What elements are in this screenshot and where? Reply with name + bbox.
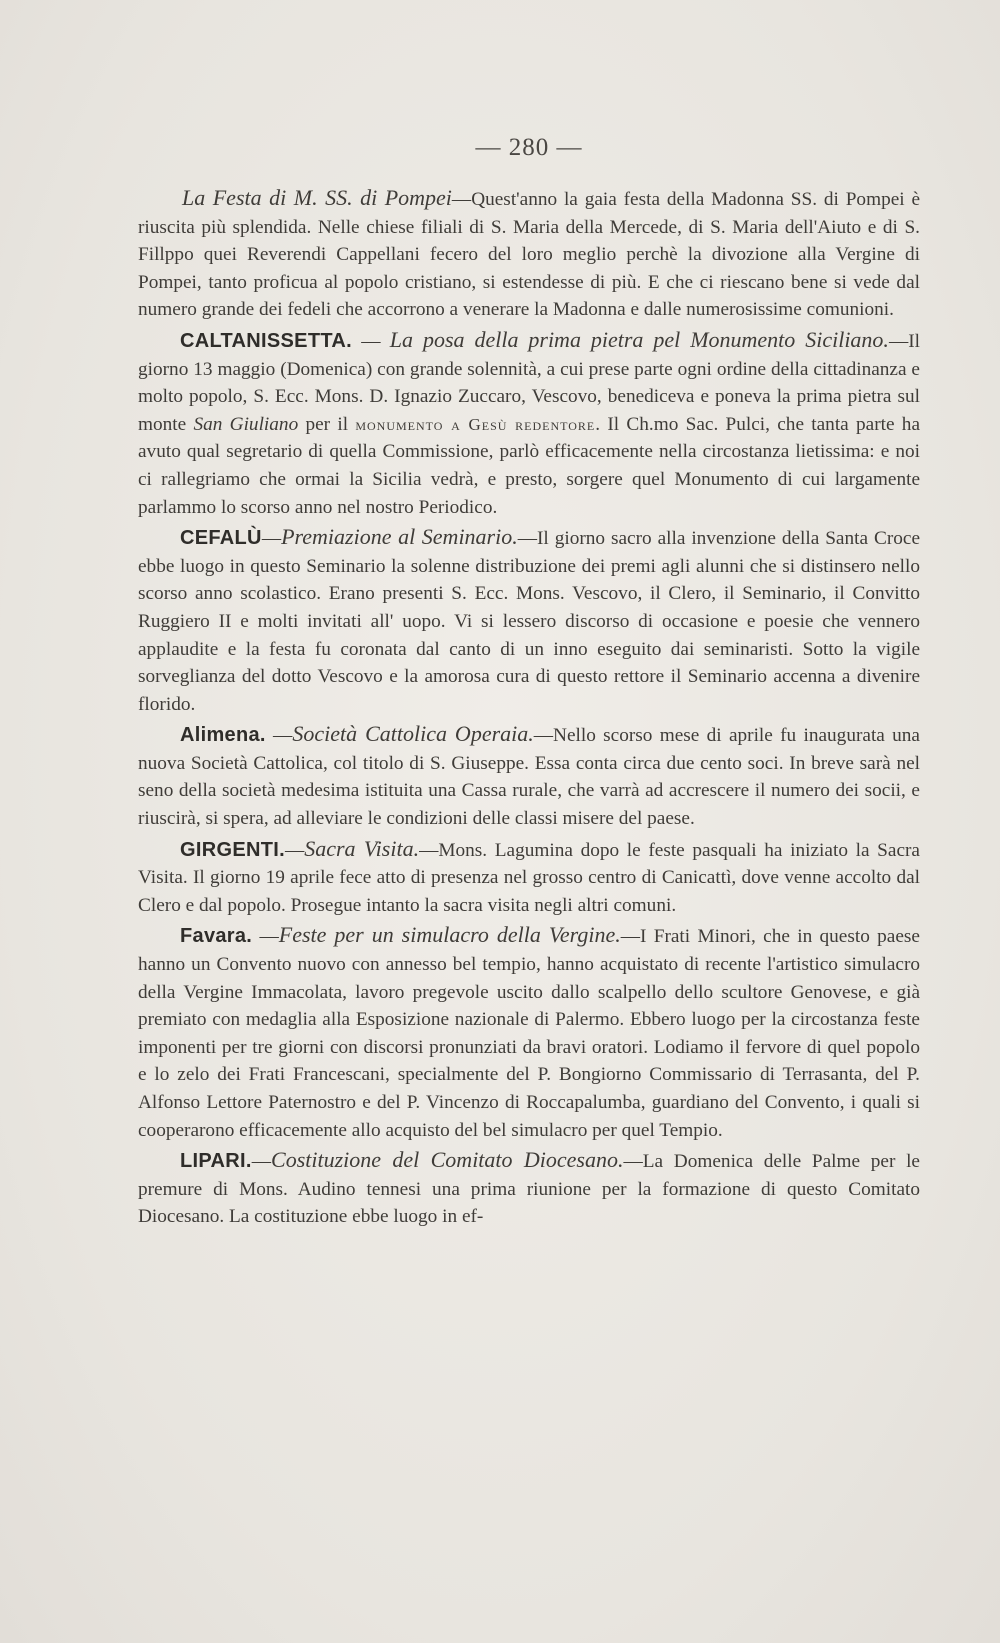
article-heading: Premiazione al Seminario.: [281, 524, 518, 550]
heading-dash-2: —: [517, 528, 538, 550]
article-heading: Sacra Visita.: [304, 835, 420, 861]
article-heading: Feste per un simulacro della Vergine.: [278, 922, 621, 948]
article-body-part: per il: [298, 413, 356, 435]
heading-dash: —: [261, 528, 282, 550]
article-body-part: Il giorno 13 maggio (Domenica) con grande solennità, a cui prese parte ogni ordine della cittadinanza e molto popolo, S. Ecc. Mons. D. Ignazio Zuccaro, Vescovo, benediceva e poneva la prima pietra sul monte: [138, 330, 920, 435]
article-body: La Domenica delle Palme per le premure di Mons. Audino tennesi una prima riunione per la formazione di questo Comitato Diocesano. La costituzione ebbe luogo in ef-: [138, 1151, 920, 1228]
article-body: I Frati Minori, che in questo paese hanno un Convento nuovo con annesso bel tempio, hanno acquistato di recente l'artistico simulacro della Vergine Immacolata, lavoro pregevole uscito dallo scalpello dello scultore Genovese, e già premiato con medaglia alla Esposizione nazionale di Palermo. Ebbero luogo per la circostanza feste imponenti per tre giorni con discorsi pronunziati da bravi oratori. Lodiamo il fervore di quel popolo e lo zelo dei Frati Francescani, specialmente del P. Bongiorno Commissario di Terrasanta, del P. Alfonso Lettore Paternostro e del P. Vincenzo di Roccapalumba, guardiano del Convento, i quali si cooperarono efficacemente allo acquisto del bel simulacro per quel Tempio.: [138, 926, 920, 1141]
heading-dash: —: [351, 330, 390, 352]
heading-dash-2: —: [623, 1151, 643, 1173]
article-body: Il giorno sacro alla invenzione della Santa Croce ebbe luogo in questo Seminario la solenne distribuzione dei premi agli alunni che si distinsero nello scorso anno scolastico. Erano presenti S. Ecc. Mons. Vescovo, il Clero, il Seminario, il Convitto Ruggiero II e molti invitati all' uopo. Vi si lessero discorso di occasione e poesie che vennero applaudite e la festa fu coronata dal canto di un inno eseguito dai seminaristi. Sotto la vigile sorveglianza del dotto Vescovo e la amorosa cura di questo rettore il Seminario accenna a divenire florido.: [138, 528, 921, 715]
article-lipari: [138, 1146, 920, 1231]
article-body-part: . Il Ch.mo Sac. Pulci, che tanta parte ha avuto qual segretario di quella Commissione, parlò efficacemente nella circostanza lietissima: e noi ci rallegriamo che ormai la Sicilia vedrà, e presto, sorgere quel Monumento di cui largamente parlammo lo scorso anno nel nostro Periodico.: [138, 413, 921, 518]
heading-dash: —: [251, 1151, 272, 1173]
article-place: Favara.: [180, 925, 253, 948]
article-cefalu: [138, 523, 920, 718]
article-body: Nello scorso mese di aprile fu inaugurata una nuova Società Cattolica, col titolo di S. Giuseppe. Essa conta circa due cento soci. In breve sarà nel seno della società medesima istituita una Cassa rurale, che varrà ad accrescere il numero dei socii, e riuscirà, si spera, ad alleviare le condizioni delle classi misere del paese.: [138, 725, 920, 830]
heading-dash: —: [451, 189, 472, 210]
article-place: LIPARI.: [180, 1150, 252, 1173]
heading-dash: —: [265, 725, 293, 747]
article-heading: Costituzione del Comitato Diocesano.: [271, 1147, 624, 1173]
heading-dash: —: [284, 839, 305, 861]
article-heading: La posa della prima pietra pel Monumento Siciliano.: [389, 326, 889, 352]
heading-dash-2: —: [888, 330, 909, 352]
article-pompei: [138, 184, 920, 324]
heading-dash: —: [252, 926, 279, 948]
article-favara: [138, 921, 920, 1144]
article-place: Alimena.: [180, 724, 266, 747]
article-place: GIRGENTI.: [180, 838, 285, 861]
article-place: CALTANISSETTA.: [180, 329, 352, 352]
article-girgenti: [138, 835, 920, 920]
article-place: CEFALÙ: [180, 527, 262, 550]
article-heading: Società Cattolica Operaia.: [292, 721, 534, 747]
article-alimena: [138, 720, 920, 832]
heading-dash-2: —: [419, 839, 439, 861]
article-body-italic: San Giuliano: [193, 413, 299, 435]
article-body: Quest'anno la gaia festa della Madonna SS. di Pompei è riuscita più splendida. Nelle chiese filiali di S. Maria della Mercede, di S. Maria dell'Aiuto e di S. Fillppo quei Reverendi Cappellani fecero del loro meglio perchè la divozione alla Vergine di Pompei, tanto proficua al popolo cristiano, si estendesse di più. E che ci riescano bene si vede dal numero grande dei fedeli che accorrono a venerare la Madonna e dalle numerosissime comunioni.: [138, 189, 921, 321]
article-heading: La Festa di M. SS. di Pompei: [182, 185, 452, 210]
article-caltanissetta: [138, 326, 920, 521]
heading-dash-2: —: [533, 725, 554, 747]
heading-dash-2: —: [620, 926, 640, 948]
page-number: — 280 —: [475, 134, 583, 161]
article-body: Mons. Lagumina dopo le feste pasquali ha iniziato la Sacra Visita. Il giorno 19 aprile fece atto di presenza nel grosso centro di Canicattì, dove venne accolto dal Clero e dal popolo. Prosegue intanto la sacra visita negli altri comuni.: [138, 839, 920, 916]
article-body-smallcaps: monumento a Gesù redentore: [355, 414, 596, 434]
